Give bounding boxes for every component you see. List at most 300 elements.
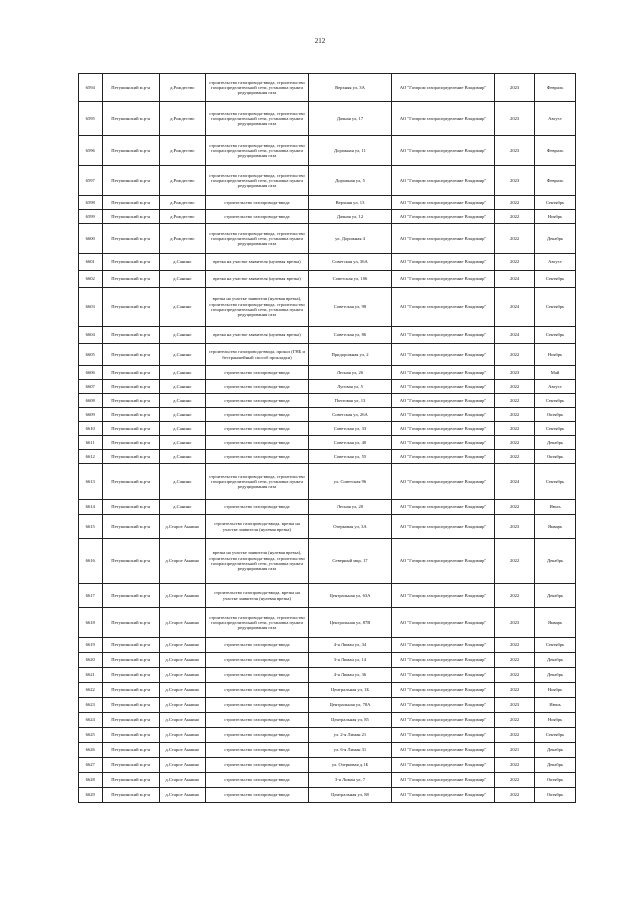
- year-cell: 2022: [495, 422, 535, 436]
- table-row: [79, 422, 576, 436]
- month-cell: Сентябрь: [535, 394, 576, 408]
- row-number: 6595: [79, 102, 103, 136]
- address-cell: Лесная ул, 20: [309, 500, 392, 515]
- address-cell: Советская ул, 33: [309, 422, 392, 436]
- year-cell: 2022: [495, 394, 535, 408]
- organization-cell: АО "Газпром газораспределение Владимир": [391, 653, 494, 668]
- village-cell: д.Санино: [159, 450, 205, 464]
- row-number: 6610: [79, 422, 103, 436]
- organization-cell: АО "Газпром газораспределение Владимир": [391, 408, 494, 422]
- work-type-cell: строительство газопровода-ввода, строительство газораспределительной сети, установка пункта редуцирования газа: [205, 102, 308, 136]
- year-cell: 2023: [495, 698, 535, 713]
- address-cell: Советская ул, 40: [309, 436, 392, 450]
- address-cell: Центральная ул, 85: [309, 713, 392, 728]
- organization-cell: АО "Газпром газораспределение Владимир": [391, 166, 494, 196]
- year-cell: 2022: [495, 344, 535, 366]
- row-number: 6624: [79, 713, 103, 728]
- table-row: [79, 196, 576, 210]
- row-number: 6596: [79, 136, 103, 166]
- table-row: [79, 713, 576, 728]
- village-cell: д.Старое Аннино: [159, 728, 205, 743]
- district-cell: Петушинский м.р-н: [102, 288, 159, 327]
- district-cell: Петушинский м.р-н: [102, 515, 159, 539]
- table-row: [79, 327, 576, 344]
- village-cell: д.Санино: [159, 271, 205, 288]
- district-cell: Петушинский м.р-н: [102, 254, 159, 271]
- table-row: [79, 683, 576, 698]
- village-cell: д.Старое Аннино: [159, 773, 205, 788]
- organization-cell: АО "Газпром газораспределение Владимир": [391, 380, 494, 394]
- village-cell: д.Старое Аннино: [159, 743, 205, 758]
- district-cell: Петушинский м.р-н: [102, 74, 159, 102]
- address-cell: ул. Дорожная 4: [309, 224, 392, 254]
- village-cell: д.Рождество: [159, 102, 205, 136]
- table-row: [79, 698, 576, 713]
- village-cell: д.Санино: [159, 380, 205, 394]
- organization-cell: АО "Газпром газораспределение Владимир": [391, 668, 494, 683]
- organization-cell: АО "Газпром газораспределение Владимир": [391, 743, 494, 758]
- month-cell: Сентябрь: [535, 327, 576, 344]
- year-cell: 2023: [495, 102, 535, 136]
- year-cell: 2024: [495, 271, 535, 288]
- organization-cell: АО "Газпром газораспределение Владимир": [391, 584, 494, 608]
- year-cell: 2022: [495, 450, 535, 464]
- row-number: 6611: [79, 436, 103, 450]
- work-type-cell: врезка на участке заявителя (нулевая врезка): [205, 327, 308, 344]
- month-cell: Ноябрь: [535, 344, 576, 366]
- address-cell: ул. 2-я Лиман 21: [309, 728, 392, 743]
- district-cell: Петушинский м.р-н: [102, 713, 159, 728]
- year-cell: 2022: [495, 584, 535, 608]
- work-type-cell: строительство газопровода-ввода, строительство газораспределительной сети, установка пункта редуцирования газа: [205, 608, 308, 638]
- village-cell: д.Санино: [159, 500, 205, 515]
- work-type-cell: строительство газопровода-ввода: [205, 773, 308, 788]
- row-number: 6609: [79, 408, 103, 422]
- table-row: [79, 608, 576, 638]
- year-cell: 2021: [495, 743, 535, 758]
- month-cell: Сентябрь: [535, 638, 576, 653]
- table-row: [79, 758, 576, 773]
- row-number: 6620: [79, 653, 103, 668]
- work-type-cell: строительство газопровода-ввода: [205, 728, 308, 743]
- organization-cell: АО "Газпром газораспределение Владимир": [391, 773, 494, 788]
- year-cell: 2022: [495, 254, 535, 271]
- month-cell: Декабрь: [535, 539, 576, 584]
- work-type-cell: строительство газопровода-ввода: [205, 758, 308, 773]
- year-cell: 2024: [495, 327, 535, 344]
- address-cell: Центральная ул, 87В: [309, 608, 392, 638]
- month-cell: Декабрь: [535, 436, 576, 450]
- organization-cell: АО "Газпром газораспределение Владимир": [391, 327, 494, 344]
- table-row: [79, 653, 576, 668]
- district-cell: Петушинский м.р-н: [102, 638, 159, 653]
- row-number: 6597: [79, 166, 103, 196]
- month-cell: Август: [535, 254, 576, 271]
- month-cell: Октябрь: [535, 788, 576, 803]
- year-cell: 2023: [495, 515, 535, 539]
- row-number: 6602: [79, 271, 103, 288]
- address-cell: Лесная ул, 26: [309, 366, 392, 380]
- address-cell: Придорожная ул, 2: [309, 344, 392, 366]
- work-type-cell: строительство газопровода-ввода: [205, 653, 308, 668]
- address-cell: Советская ул, 106: [309, 271, 392, 288]
- organization-cell: АО "Газпром газораспределение Владимир": [391, 271, 494, 288]
- table-row: [79, 436, 576, 450]
- work-type-cell: строительство газопровода-ввода, врезка на участке заявителя (нулевая врезка): [205, 515, 308, 539]
- work-type-cell: врезка на участке заявителя (нулевая врезка), строительство газопровода-ввода, строительство газораспределительной сети, установка пункта редуцирования газа: [205, 539, 308, 584]
- address-cell: Советская ул, 55: [309, 450, 392, 464]
- district-cell: Петушинский м.р-н: [102, 584, 159, 608]
- work-type-cell: строительство газопровода-ввода: [205, 436, 308, 450]
- district-cell: Петушинский м.р-н: [102, 653, 159, 668]
- address-cell: Советская ул, 98: [309, 288, 392, 327]
- organization-cell: АО "Газпром газораспределение Владимир": [391, 539, 494, 584]
- address-cell: 3-я Лиман ул, 14: [309, 653, 392, 668]
- organization-cell: АО "Газпром газораспределение Владимир": [391, 210, 494, 224]
- district-cell: Петушинский м.р-н: [102, 344, 159, 366]
- village-cell: д.Санино: [159, 288, 205, 327]
- table-row: [79, 166, 576, 196]
- work-type-cell: строительство газопровода-ввода, строительство газораспределительной сети, установка пункта редуцирования газа: [205, 166, 308, 196]
- address-cell: 4-я Лиман ул, 34: [309, 638, 392, 653]
- year-cell: 2022: [495, 638, 535, 653]
- organization-cell: АО "Газпром газораспределение Владимир": [391, 366, 494, 380]
- village-cell: д.Старое Аннино: [159, 788, 205, 803]
- month-cell: Ноябрь: [535, 683, 576, 698]
- row-number: 6628: [79, 773, 103, 788]
- district-cell: Петушинский м.р-н: [102, 450, 159, 464]
- year-cell: 2022: [495, 408, 535, 422]
- row-number: 6619: [79, 638, 103, 653]
- table-row: [79, 728, 576, 743]
- month-cell: Ноябрь: [535, 713, 576, 728]
- month-cell: Декабрь: [535, 653, 576, 668]
- village-cell: д.Санино: [159, 344, 205, 366]
- district-cell: Петушинский м.р-н: [102, 394, 159, 408]
- table-row: [79, 500, 576, 515]
- table-row: [79, 74, 576, 102]
- district-cell: Петушинский м.р-н: [102, 271, 159, 288]
- work-type-cell: строительство газопровода-ввода: [205, 408, 308, 422]
- month-cell: Июнь: [535, 698, 576, 713]
- table-row: [79, 102, 576, 136]
- work-type-cell: строительство газопровода-ввода: [205, 788, 308, 803]
- year-cell: 2022: [495, 668, 535, 683]
- row-number: 6608: [79, 394, 103, 408]
- village-cell: д.Старое Аннино: [159, 653, 205, 668]
- year-cell: 2022: [495, 788, 535, 803]
- month-cell: Сентябрь: [535, 288, 576, 327]
- table-row: [79, 394, 576, 408]
- village-cell: д.Старое Аннино: [159, 584, 205, 608]
- village-cell: д.Санино: [159, 422, 205, 436]
- year-cell: 2022: [495, 728, 535, 743]
- district-cell: Петушинский м.р-н: [102, 698, 159, 713]
- table-body: [79, 74, 576, 803]
- district-cell: Петушинский м.р-н: [102, 728, 159, 743]
- organization-cell: АО "Газпром газораспределение Владимир": [391, 196, 494, 210]
- table-row: [79, 450, 576, 464]
- row-number: 6598: [79, 196, 103, 210]
- year-cell: 2022: [495, 380, 535, 394]
- row-number: 6618: [79, 608, 103, 638]
- district-cell: Петушинский м.р-н: [102, 668, 159, 683]
- row-number: 6622: [79, 683, 103, 698]
- work-type-cell: врезка на участке заявителя (нулевая врезка): [205, 254, 308, 271]
- organization-cell: АО "Газпром газораспределение Владимир": [391, 344, 494, 366]
- work-type-cell: строительство газопровода-ввода, строительство газораспределительной сети, установка пункта редуцирования газа: [205, 224, 308, 254]
- year-cell: 2023: [495, 608, 535, 638]
- village-cell: д.Старое Аннино: [159, 539, 205, 584]
- row-number: 6616: [79, 539, 103, 584]
- row-number: 6603: [79, 288, 103, 327]
- work-type-cell: строительство газопровода-ввода, строительство газораспределительной сети, установка пункта редуцирования газа: [205, 464, 308, 500]
- address-cell: Центральная ул, 88: [309, 788, 392, 803]
- work-type-cell: строительство газопровода-ввода, строительство газораспределительной сети, установка пункта редуцирования газа: [205, 74, 308, 102]
- village-cell: д.Санино: [159, 436, 205, 450]
- table-row: [79, 254, 576, 271]
- organization-cell: АО "Газпром газораспределение Владимир": [391, 288, 494, 327]
- work-type-cell: строительство газопровода-ввода: [205, 668, 308, 683]
- address-cell: Советская ул, 36А: [309, 254, 392, 271]
- table-row: [79, 408, 576, 422]
- address-cell: Центральная ул, 1Б: [309, 683, 392, 698]
- village-cell: д.Старое Аннино: [159, 683, 205, 698]
- organization-cell: АО "Газпром газораспределение Владимир": [391, 788, 494, 803]
- month-cell: Сентябрь: [535, 196, 576, 210]
- month-cell: Октябрь: [535, 408, 576, 422]
- organization-cell: АО "Газпром газораспределение Владимир": [391, 102, 494, 136]
- year-cell: 2022: [495, 500, 535, 515]
- village-cell: д.Старое Аннино: [159, 758, 205, 773]
- address-cell: 4-я Лиман ул, 36: [309, 668, 392, 683]
- table-row: [79, 344, 576, 366]
- organization-cell: АО "Газпром газораспределение Владимир": [391, 450, 494, 464]
- district-cell: Петушинский м.р-н: [102, 743, 159, 758]
- district-cell: Петушинский м.р-н: [102, 758, 159, 773]
- village-cell: д.Санино: [159, 394, 205, 408]
- address-cell: 3-я Лиман ул, 7: [309, 773, 392, 788]
- district-cell: Петушинский м.р-н: [102, 408, 159, 422]
- address-cell: Дорожная ул, 11: [309, 136, 392, 166]
- month-cell: Сентябрь: [535, 728, 576, 743]
- work-type-cell: строительство газопровода-ввода: [205, 743, 308, 758]
- address-cell: Верхняя ул, 3А: [309, 74, 392, 102]
- work-type-cell: строительство газопровода-ввода: [205, 210, 308, 224]
- gasification-table: [78, 73, 576, 803]
- village-cell: д.Рождество: [159, 166, 205, 196]
- table-row: [79, 380, 576, 394]
- month-cell: Декабрь: [535, 758, 576, 773]
- month-cell: Сентябрь: [535, 464, 576, 500]
- row-number: 6617: [79, 584, 103, 608]
- work-type-cell: строительство газопровода-ввода: [205, 196, 308, 210]
- organization-cell: АО "Газпром газораспределение Владимир": [391, 500, 494, 515]
- district-cell: Петушинский м.р-н: [102, 608, 159, 638]
- district-cell: Петушинский м.р-н: [102, 327, 159, 344]
- row-number: 6614: [79, 500, 103, 515]
- year-cell: 2024: [495, 288, 535, 327]
- village-cell: д.Санино: [159, 254, 205, 271]
- address-cell: Северный мкр, 17: [309, 539, 392, 584]
- table-row: [79, 210, 576, 224]
- table-row: [79, 464, 576, 500]
- work-type-cell: строительство газопровода-ввода, строительство газораспределительной сети, установка пункта редуцирования газа: [205, 136, 308, 166]
- village-cell: д.Санино: [159, 327, 205, 344]
- village-cell: д.Старое Аннино: [159, 698, 205, 713]
- month-cell: Февраль: [535, 166, 576, 196]
- month-cell: Октябрь: [535, 773, 576, 788]
- village-cell: д.Санино: [159, 464, 205, 500]
- year-cell: 2022: [495, 653, 535, 668]
- district-cell: Петушинский м.р-н: [102, 788, 159, 803]
- address-cell: Луговая ул, 5: [309, 380, 392, 394]
- village-cell: д.Рождество: [159, 224, 205, 254]
- address-cell: Дачная ул, 12: [309, 210, 392, 224]
- organization-cell: АО "Газпром газораспределение Владимир": [391, 74, 494, 102]
- month-cell: Январь: [535, 608, 576, 638]
- address-cell: Дорожная ул, 5: [309, 166, 392, 196]
- row-number: 6613: [79, 464, 103, 500]
- work-type-cell: строительство газопровода-ввода: [205, 450, 308, 464]
- village-cell: д.Старое Аннино: [159, 668, 205, 683]
- year-cell: 2022: [495, 539, 535, 584]
- district-cell: Петушинский м.р-н: [102, 464, 159, 500]
- district-cell: Петушинский м.р-н: [102, 136, 159, 166]
- row-number: 6621: [79, 668, 103, 683]
- address-cell: Советская ул, 86: [309, 327, 392, 344]
- table-row: [79, 788, 576, 803]
- work-type-cell: строительство газопровода-ввода: [205, 638, 308, 653]
- organization-cell: АО "Газпром газораспределение Владимир": [391, 136, 494, 166]
- table-row: [79, 271, 576, 288]
- village-cell: д.Старое Аннино: [159, 713, 205, 728]
- organization-cell: АО "Газпром газораспределение Владимир": [391, 422, 494, 436]
- month-cell: Август: [535, 102, 576, 136]
- address-cell: Центральная ул, 63А: [309, 584, 392, 608]
- table-row: [79, 224, 576, 254]
- work-type-cell: строительство газопровода-ввода: [205, 380, 308, 394]
- month-cell: Ноябрь: [535, 210, 576, 224]
- organization-cell: АО "Газпром газораспределение Владимир": [391, 394, 494, 408]
- work-type-cell: строительство газопровода-ввода, прокол (ГНБ и бестраншейный способ прокладки): [205, 344, 308, 366]
- organization-cell: АО "Газпром газораспределение Владимир": [391, 436, 494, 450]
- row-number: 6626: [79, 743, 103, 758]
- village-cell: д.Санино: [159, 408, 205, 422]
- month-cell: Август: [535, 380, 576, 394]
- village-cell: д.Старое Аннино: [159, 608, 205, 638]
- village-cell: д.Старое Аннино: [159, 638, 205, 653]
- row-number: 6625: [79, 728, 103, 743]
- row-number: 6612: [79, 450, 103, 464]
- row-number: 6607: [79, 380, 103, 394]
- table-row: [79, 539, 576, 584]
- month-cell: Октябрь: [535, 450, 576, 464]
- district-cell: Петушинский м.р-н: [102, 166, 159, 196]
- address-cell: Озерковая ул, 3А: [309, 515, 392, 539]
- month-cell: Сентябрь: [535, 422, 576, 436]
- district-cell: Петушинский м.р-н: [102, 102, 159, 136]
- work-type-cell: строительство газопровода-ввода, врезка на участке заявителя (нулевая врезка): [205, 584, 308, 608]
- row-number: 6623: [79, 698, 103, 713]
- table-row: [79, 136, 576, 166]
- work-type-cell: строительство газопровода-ввода: [205, 698, 308, 713]
- district-cell: Петушинский м.р-н: [102, 224, 159, 254]
- row-number: 6600: [79, 224, 103, 254]
- year-cell: 2023: [495, 74, 535, 102]
- district-cell: Петушинский м.р-н: [102, 380, 159, 394]
- address-cell: Центральная ул, 78А: [309, 698, 392, 713]
- address-cell: Дачная ул, 17: [309, 102, 392, 136]
- year-cell: 2023: [495, 166, 535, 196]
- district-cell: Петушинский м.р-н: [102, 366, 159, 380]
- table-row: [79, 515, 576, 539]
- address-cell: Почтовая ул, 13: [309, 394, 392, 408]
- address-cell: ул. Озерковая д.1Б: [309, 758, 392, 773]
- work-type-cell: врезка на участке заявителя (нулевая врезка): [205, 271, 308, 288]
- month-cell: Декабрь: [535, 743, 576, 758]
- district-cell: Петушинский м.р-н: [102, 683, 159, 698]
- table-row: [79, 584, 576, 608]
- address-cell: ул. Советская 96: [309, 464, 392, 500]
- village-cell: д.Рождество: [159, 74, 205, 102]
- work-type-cell: строительство газопровода-ввода: [205, 366, 308, 380]
- organization-cell: АО "Газпром газораспределение Владимир": [391, 638, 494, 653]
- page-number: 212: [314, 37, 326, 45]
- district-cell: Петушинский м.р-н: [102, 196, 159, 210]
- row-number: 6615: [79, 515, 103, 539]
- row-number: 6599: [79, 210, 103, 224]
- year-cell: 2023: [495, 366, 535, 380]
- village-cell: д.Рождество: [159, 196, 205, 210]
- year-cell: 2022: [495, 224, 535, 254]
- district-cell: Петушинский м.р-н: [102, 422, 159, 436]
- work-type-cell: строительство газопровода-ввода: [205, 500, 308, 515]
- row-number: 6627: [79, 758, 103, 773]
- month-cell: Февраль: [535, 74, 576, 102]
- month-cell: Сентябрь: [535, 271, 576, 288]
- year-cell: 2022: [495, 436, 535, 450]
- month-cell: Февраль: [535, 136, 576, 166]
- row-number: 6594: [79, 74, 103, 102]
- village-cell: д.Старое Аннино: [159, 515, 205, 539]
- organization-cell: АО "Газпром газораспределение Владимир": [391, 464, 494, 500]
- year-cell: 2022: [495, 713, 535, 728]
- month-cell: Декабрь: [535, 584, 576, 608]
- table-row: [79, 288, 576, 327]
- month-cell: Декабрь: [535, 224, 576, 254]
- village-cell: д.Рождество: [159, 136, 205, 166]
- table-row: [79, 366, 576, 380]
- table-row: [79, 773, 576, 788]
- organization-cell: АО "Газпром газораспределение Владимир": [391, 758, 494, 773]
- village-cell: д.Санино: [159, 366, 205, 380]
- year-cell: 2022: [495, 210, 535, 224]
- address-cell: ул. 6-я Лиман 31: [309, 743, 392, 758]
- work-type-cell: строительство газопровода-ввода: [205, 394, 308, 408]
- year-cell: 2022: [495, 758, 535, 773]
- year-cell: 2024: [495, 464, 535, 500]
- work-type-cell: строительство газопровода-ввода: [205, 422, 308, 436]
- row-number: 6601: [79, 254, 103, 271]
- row-number: 6606: [79, 366, 103, 380]
- year-cell: 2022: [495, 773, 535, 788]
- month-cell: Январь: [535, 515, 576, 539]
- organization-cell: АО "Газпром газораспределение Владимир": [391, 515, 494, 539]
- month-cell: Декабрь: [535, 668, 576, 683]
- table-row: [79, 668, 576, 683]
- organization-cell: АО "Газпром газораспределение Владимир": [391, 698, 494, 713]
